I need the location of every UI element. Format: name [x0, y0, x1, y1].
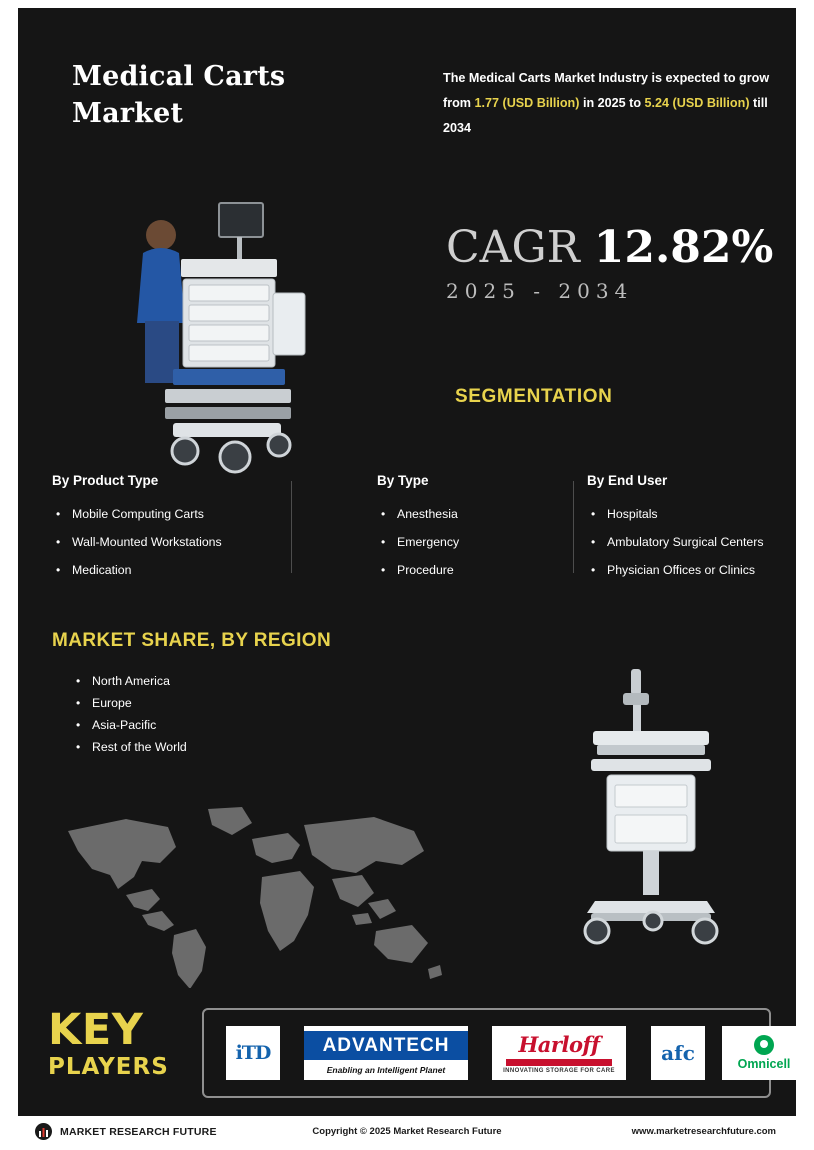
segment-column-product-type: [52, 473, 302, 584]
logo-advantech-tagline: Enabling an Intelligent Planet: [326, 1065, 446, 1075]
list-item: • Physician Offices or Clinics: [587, 556, 796, 584]
key-players-logo-box: [202, 1008, 791, 1098]
logo-harloff: [492, 1026, 626, 1080]
cagr-years: 2025 - 2034: [446, 279, 634, 303]
segmentation-columns: [32, 473, 792, 603]
segment-column-type: [377, 473, 577, 584]
segment-list: [377, 500, 577, 584]
list-item: • Ambulatory Surgical Centers: [587, 528, 796, 556]
logo-omnicell: [722, 1026, 796, 1080]
logo-advantech-text: ADVANTECH: [304, 1031, 468, 1060]
region-section-title: MARKET SHARE, BY REGION: [52, 630, 332, 651]
medical-cart-left-image: [113, 193, 343, 478]
list-item: • Hospitals: [587, 500, 796, 528]
logo-afc-text: afc: [661, 1041, 695, 1065]
page-title: Medical Carts Market: [72, 61, 286, 129]
region-list: [72, 670, 187, 758]
logo-harloff-text: Harloff: [518, 1032, 600, 1057]
medical-cart-right-image: [563, 663, 743, 953]
logo-itd: [226, 1026, 280, 1080]
logo-itd-text: iTD: [235, 1042, 271, 1064]
segment-column-end-user: [587, 473, 796, 584]
segment-heading: By End User: [587, 473, 668, 488]
omnicell-mark-icon: [754, 1035, 774, 1055]
footer-copyright: Copyright © 2025 Market Research Future: [312, 1126, 502, 1137]
key-players-line-2: PLAYERS: [48, 1054, 169, 1080]
footer: [18, 1116, 796, 1148]
list-item: • Emergency: [377, 528, 577, 556]
list-item: • Rest of the World: [72, 736, 187, 758]
segment-heading: By Product Type: [52, 473, 159, 488]
logo-afc: [651, 1026, 705, 1080]
cagr-block: [446, 223, 796, 303]
logo-harloff-tagline: INNOVATING STORAGE FOR CARE: [503, 1068, 615, 1074]
logo-omnicell-inner: [738, 1035, 791, 1071]
list-item: • Medication: [52, 556, 302, 584]
list-item: • Procedure: [377, 556, 577, 584]
segment-list: [52, 500, 302, 584]
market-value-2034: 5.24 (USD Billion): [644, 96, 750, 110]
logo-advantech: [304, 1026, 468, 1080]
segmentation-title: SEGMENTATION: [455, 386, 613, 407]
cagr-label: CAGR: [446, 222, 580, 273]
cagr-value: 12.82%: [593, 222, 774, 273]
list-item: • Asia-Pacific: [72, 714, 187, 736]
segment-heading: By Type: [377, 473, 429, 488]
summary-part-2: in 2025 to: [579, 96, 645, 110]
logo-omnicell-text: Omnicell: [737, 1057, 791, 1071]
cagr-line: [446, 223, 796, 273]
list-item: • Mobile Computing Carts: [52, 500, 302, 528]
list-item: • North America: [72, 670, 187, 692]
summary-part-3: till 2034: [443, 96, 768, 135]
summary-part-1: The Medical Carts Market Industry is expected to grow from: [443, 71, 770, 110]
world-map-graphic: [56, 803, 456, 988]
key-players-line-1: KEY: [48, 1005, 144, 1055]
key-players-label: [48, 1005, 198, 1082]
market-value-2025: 1.77 (USD Billion): [474, 96, 580, 110]
list-item: • Europe: [72, 692, 187, 714]
list-item: • Anesthesia: [377, 500, 577, 528]
market-summary-text: [443, 66, 791, 141]
poster-body: [18, 8, 796, 1116]
logo-harloff-bar: [506, 1059, 612, 1066]
footer-website-url[interactable]: www.marketresearchfuture.com: [631, 1126, 776, 1137]
list-item: • Wall-Mounted Workstations: [52, 528, 302, 556]
segment-list: [587, 500, 796, 584]
footer-brand-text: MARKET RESEARCH FUTURE: [60, 1125, 217, 1138]
